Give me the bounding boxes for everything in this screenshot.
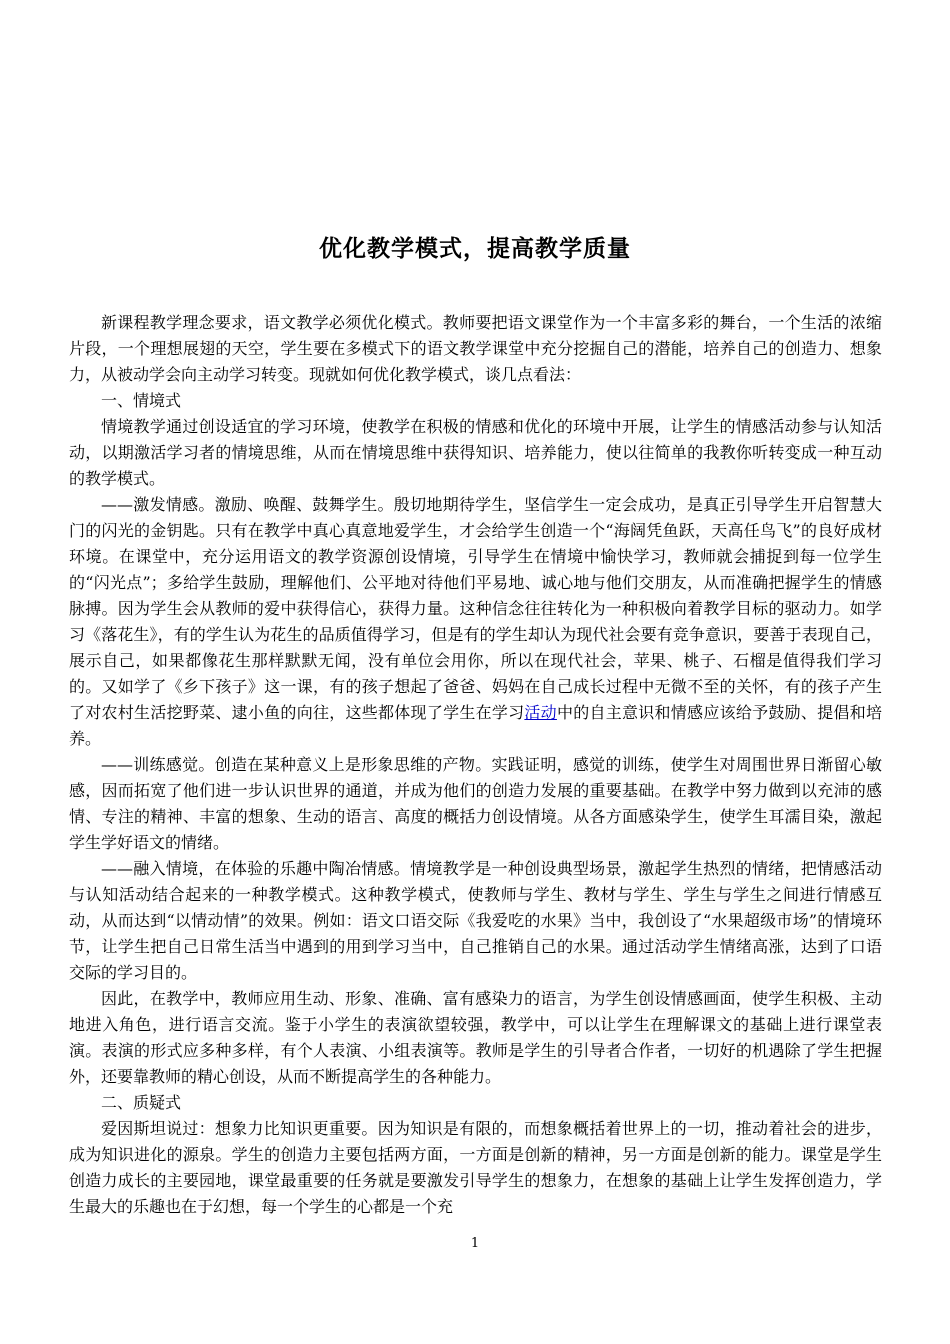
paragraph-stimulate-emotion-text: ——激发情感。激励、唤醒、鼓舞学生。殷切地期待学生，坚信学生一定会成功，是真正引导学生开启智慧大门的闪光的金钥匙。只有在教学中真心真意地爱学生，才会给学生创造一个“海阔凭鱼跃，天高任鸟飞”的良好成材环境。在课堂中，充分运用语文的教学资源创设情境，引导学生在情境中愉快学习，教师就会捕捉到每一位学生的“闪光点”；多给学生鼓励，理解他们、公平地对待他们平易地、诚心地与他们交朋友，从而准确把握学生的情感脉搏。因为学生会从教师的爱中获得信心，获得力量。这种信念往往转化为一种积极向着教学目标的驱动力。如学习《落花生》，有的学生认为花生的品质值得学习，但是有的学生却认为现代社会要有竞争意识，要善于表现自己，展示自己，如果都像花生那样默默无闻，没有单位会用你，所以在现代社会，苹果、桃子、石榴是值得我们学习的。又如学了《乡下孩子》这一课，有的孩子想起了爸爸、妈妈在自己成长过程中无微不至的关怀，有的孩子产生了对农村生活挖野菜、逮小鱼的向往，这些都体现了学生在学习: [69, 495, 882, 722]
document-body: [69, 310, 882, 1220]
document-title: 优化教学模式，提高教学质量: [319, 236, 631, 262]
page-number: 1: [470, 1236, 480, 1251]
paragraph-stimulate-emotion-tail: 中的自主意识和情感应该给予鼓励、提倡和培养。: [69, 703, 882, 748]
paragraph-immerse-situation: ——融入情境，在体验的乐趣中陶冶情感。情境教学是一种创设典型场景，激起学生热烈的情绪，把情感活动与认知活动结合起来的一种教学模式。这种教学模式，使教师与学生、教材与学生、学生与学生之间进行情感互动，从而达到“以情动情”的效果。例如：语文口语交际《我爱吃的水果》当中，我创设了“水果超级市场”的情境环节，让学生把自己日常生活当中遇到的用到学习当中，自己推销自己的水果。通过活动学生情绪高涨，达到了口语交际的学习目的。: [69, 859, 882, 982]
paragraph-stimulate-emotion: [69, 492, 882, 752]
section-heading-situation: 一、情境式: [101, 391, 182, 410]
activity-link[interactable]: 活动: [524, 703, 557, 722]
paragraph-einstein: 爱因斯坦说过：想象力比知识更重要。因为知识是有限的，而想象概括着世界上的一切，推动着社会的进步，成为知识进化的源泉。学生的创造力主要包括两方面，一方面是创新的精神，另一方面是创新的能力。课堂是学生创造力成长的主要园地，课堂最重要的任务就是要激发引导学生的想象力，在想象的基础上让学生发挥创造力，学生最大的乐趣也在于幻想，每一个学生的心都是一个充: [69, 1119, 882, 1216]
section-heading-questioning: 二、质疑式: [101, 1093, 182, 1112]
paragraph-intro: 新课程教学理念要求，语文教学必须优化模式。教师要把语文课堂作为一个丰富多彩的舞台，一个生活的浓缩片段，一个理想展翅的天空，学生要在多模式下的语文教学课堂中充分挖掘自己的潜能，培养自己的创造力、想象力，从被动学会向主动学习转变。现就如何优化教学模式，谈几点看法：: [69, 313, 882, 384]
paragraph-situation-teaching: 情境教学通过创设适宜的学习环境，使教学在积极的情感和优化的环境中开展，让学生的情感活动参与认知活动，以期激活学习者的情境思维，从而在情境思维中获得知识、培养能力，使以往简单的我教你听转变成一种互动的教学模式。: [69, 417, 882, 488]
paragraph-train-senses: ——训练感觉。创造在某种意义上是形象思维的产物。实践证明，感觉的训练，使学生对周围世界日渐留心敏感，因而拓宽了他们进一步认识世界的通道，并成为他们的创造力发展的重要基础。在教学中努力做到以充沛的感情、专注的精神、丰富的想象、生动的语言、高度的概括力创设情境。从各方面感染学生，使学生耳濡目染，激起学生学好语文的情绪。: [69, 755, 882, 852]
paragraph-therefore: 因此，在教学中，教师应用生动、形象、准确、富有感染力的语言，为学生创设情感画面，使学生积极、主动地进入角色，进行语言交流。鉴于小学生的表演欲望较强，教学中，可以让学生在理解课文的基础上进行课堂表演。表演的形式应多种多样，有个人表演、小组表演等。教师是学生的引导者合作者，一切好的机遇除了学生把握外，还要靠教师的精心创设，从而不断提高学生的各种能力。: [69, 989, 882, 1086]
